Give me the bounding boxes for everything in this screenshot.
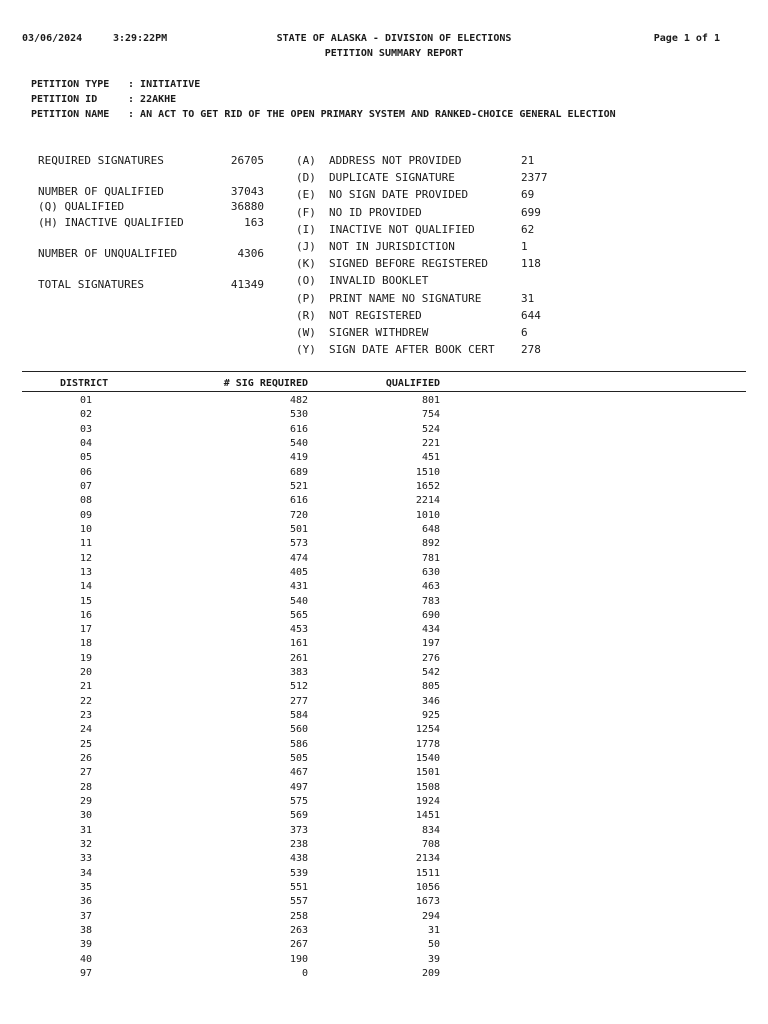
cell-qualified: 783 [421,595,440,607]
petition-name-sep: : AN ACT TO GET RID OF THE OPEN PRIMARY SYSTEM AND RANKED-CHOICE GENERAL ELECTION [128,109,616,120]
cell-qualified: 1673 [415,896,440,908]
code-value: 31 [521,292,535,305]
cell-qualified: 1778 [415,738,440,750]
cell-qualified: 346 [421,695,440,707]
cell-sig-required: 565 [289,609,308,621]
cell-sig-required: 438 [289,853,308,865]
cell-district: 02 [80,409,93,421]
cell-district: 35 [80,881,93,893]
cell-qualified: 209 [421,967,440,979]
cell-district: 32 [80,838,93,850]
cell-sig-required: 575 [289,796,308,807]
petition-id-sep: : 22AKHE [128,94,177,105]
cell-sig-required: 373 [289,824,308,836]
code-letter: (W) [296,326,316,339]
cell-district: 29 [80,796,93,807]
cell-qualified: 630 [421,566,440,578]
summary-label: NUMBER OF QUALIFIED [38,185,164,198]
page-number: Page 1 of 1 [653,33,720,44]
cell-district: 37 [80,910,93,922]
cell-qualified: 648 [421,523,440,535]
cell-qualified: 805 [421,681,440,693]
summary-value: 37043 [230,185,264,198]
code-value: 1 [521,240,528,253]
cell-sig-required: 616 [289,423,308,435]
cell-district: 26 [80,753,93,764]
cell-qualified: 1511 [415,867,440,879]
cell-qualified: 50 [427,939,440,951]
petition-name-label: PETITION NAME [31,109,110,120]
petition-id-label: PETITION ID [31,94,98,105]
cell-district: 20 [80,667,93,679]
code-letter: (I) [296,223,316,236]
cell-sig-required: 0 [301,967,308,979]
petition-name-value: AN ACT TO GET RID OF THE OPEN PRIMARY SYSTEM AND RANKED-CHOICE GENERAL ELECTION [140,109,616,120]
cell-district: 23 [80,710,93,721]
code-letter: (O) [296,274,316,287]
cell-sig-required: 419 [289,452,308,464]
table-header-rule [22,391,746,392]
cell-sig-required: 474 [289,552,308,564]
summary-label: NUMBER OF UNQUALIFIED [38,247,178,260]
cell-qualified: 31 [427,924,440,936]
cell-sig-required: 560 [289,724,308,736]
code-value: 118 [521,257,541,270]
cell-sig-required: 521 [289,480,308,492]
cell-sig-required: 453 [289,624,308,636]
cell-sig-required: 482 [289,395,308,406]
cell-sig-required: 263 [289,924,308,936]
cell-qualified: 221 [421,438,440,449]
cell-sig-required: 431 [289,581,308,593]
code-label: NOT IN JURISDICTION [329,240,455,253]
code-letter: (E) [296,188,316,201]
petition-id-value: 22AKHE [140,94,177,105]
code-label: NOT REGISTERED [329,309,422,322]
cell-qualified: 463 [421,581,440,593]
cell-sig-required: 161 [289,638,308,650]
cell-district: 10 [80,523,93,535]
cell-qualified: 434 [421,624,440,636]
code-letter: (P) [296,292,316,305]
code-value: 278 [521,343,541,356]
cell-qualified: 754 [421,409,440,421]
cell-qualified: 1924 [415,796,440,807]
cell-sig-required: 267 [289,939,308,951]
cell-district: 34 [80,867,93,879]
cell-district: 11 [80,538,93,550]
cell-district: 30 [80,810,93,822]
code-label: NO SIGN DATE PROVIDED [329,188,469,201]
cell-qualified: 2214 [415,495,440,507]
code-label: PRINT NAME NO SIGNATURE [329,292,482,305]
cell-sig-required: 720 [289,509,308,521]
cell-district: 06 [80,466,93,478]
cell-district: 09 [80,509,93,521]
petition-type-sep: : INITIATIVE [128,79,201,90]
summary-value: 36880 [230,200,264,213]
cell-sig-required: 584 [289,710,308,721]
code-label: NO ID PROVIDED [329,206,422,219]
code-value: 6 [521,326,528,339]
cell-qualified: 708 [421,838,440,850]
petition-type-label: PETITION TYPE [31,79,110,90]
cell-sig-required: 405 [289,566,308,578]
cell-qualified: 1652 [415,480,440,492]
cell-qualified: 1010 [415,509,440,521]
code-letter: (A) [296,154,316,167]
code-value: 69 [521,188,535,201]
cell-qualified: 39 [427,953,440,965]
cell-district: 16 [80,609,93,621]
cell-district: 15 [80,595,93,607]
report-date: 03/06/2024 [22,33,83,44]
code-letter: (J) [296,240,316,253]
cell-sig-required: 530 [289,409,308,421]
cell-qualified: 524 [421,423,440,435]
code-letter: (F) [296,206,316,219]
cell-district: 19 [80,652,93,664]
code-label: SIGNED BEFORE REGISTERED [329,257,488,270]
cell-district: 36 [80,896,93,908]
cell-district: 04 [80,438,93,449]
code-value: 644 [521,309,541,322]
cell-sig-required: 501 [289,523,308,535]
code-letter: (Y) [296,343,316,356]
cell-district: 12 [80,552,93,564]
cell-sig-required: 190 [289,953,308,965]
cell-qualified: 542 [421,667,440,679]
cell-sig-required: 505 [289,753,308,764]
code-letter: (R) [296,309,316,322]
cell-qualified: 1254 [415,724,440,736]
code-label: SIGN DATE AFTER BOOK CERT [329,343,495,356]
cell-qualified: 1540 [415,753,440,764]
report-subtitle: PETITION SUMMARY REPORT [324,48,464,59]
code-value: 699 [521,206,541,219]
summary-label: (Q) QUALIFIED [38,200,125,213]
cell-sig-required: 540 [289,595,308,607]
cell-sig-required: 573 [289,538,308,550]
cell-sig-required: 540 [289,438,308,449]
cell-qualified: 276 [421,652,440,664]
cell-sig-required: 557 [289,896,308,908]
cell-district: 39 [80,939,93,951]
cell-district: 27 [80,767,93,779]
cell-sig-required: 512 [289,681,308,693]
cell-district: 17 [80,624,93,636]
cell-sig-required: 277 [289,695,308,707]
cell-district: 03 [80,423,93,435]
cell-qualified: 892 [421,538,440,550]
summary-label: REQUIRED SIGNATURES [38,154,164,167]
cell-qualified: 197 [421,638,440,650]
petition-type-value: INITIATIVE [140,79,201,90]
cell-sig-required: 383 [289,667,308,679]
cell-district: 01 [80,395,93,406]
cell-district: 18 [80,638,93,650]
cell-district: 40 [80,953,93,965]
cell-district: 31 [80,824,93,836]
cell-sig-required: 689 [289,466,308,478]
cell-qualified: 690 [421,609,440,621]
cell-sig-required: 569 [289,810,308,822]
cell-sig-required: 261 [289,652,308,664]
cell-district: 13 [80,566,93,578]
cell-district: 07 [80,480,93,492]
col-header-sig-required: # SIG REQUIRED [223,378,308,389]
cell-district: 24 [80,724,93,736]
cell-district: 05 [80,452,93,464]
cell-qualified: 294 [421,910,440,922]
cell-sig-required: 539 [289,867,308,879]
cell-sig-required: 497 [289,781,308,793]
code-value: 2377 [521,171,548,184]
cell-sig-required: 551 [289,881,308,893]
code-letter: (K) [296,257,316,270]
summary-value: 26705 [230,154,264,167]
code-letter: (D) [296,171,316,184]
cell-qualified: 1451 [415,810,440,822]
report-title: STATE OF ALASKA - DIVISION OF ELECTIONS [276,33,512,44]
cell-district: 97 [80,967,93,979]
cell-district: 08 [80,495,93,507]
code-value: 21 [521,154,535,167]
summary-label: TOTAL SIGNATURES [38,278,144,291]
cell-district: 21 [80,681,93,693]
cell-district: 25 [80,738,93,750]
code-label: SIGNER WITHDREW [329,326,429,339]
cell-qualified: 2134 [415,853,440,865]
cell-sig-required: 616 [289,495,308,507]
cell-district: 28 [80,781,93,793]
cell-qualified: 1056 [415,881,440,893]
cell-qualified: 801 [421,395,440,406]
cell-sig-required: 238 [289,838,308,850]
summary-label: (H) INACTIVE QUALIFIED [38,216,184,229]
cell-district: 33 [80,853,93,865]
col-header-district: DISTRICT [60,378,109,389]
cell-district: 22 [80,695,93,707]
col-header-qualified: QUALIFIED [385,378,440,389]
cell-district: 38 [80,924,93,936]
cell-district: 14 [80,581,93,593]
cell-sig-required: 467 [289,767,308,779]
cell-qualified: 1510 [415,466,440,478]
code-label: ADDRESS NOT PROVIDED [329,154,462,167]
cell-qualified: 925 [421,710,440,721]
cell-sig-required: 586 [289,738,308,750]
summary-value: 163 [244,216,264,229]
cell-qualified: 781 [421,552,440,564]
cell-qualified: 451 [421,452,440,464]
code-label: INACTIVE NOT QUALIFIED [329,223,475,236]
cell-sig-required: 258 [289,910,308,922]
cell-qualified: 1501 [415,767,440,779]
summary-value: 4306 [237,247,264,260]
code-label: DUPLICATE SIGNATURE [329,171,455,184]
summary-value: 41349 [230,278,264,291]
code-value: 62 [521,223,535,236]
code-label: INVALID BOOKLET [329,274,429,287]
cell-qualified: 1508 [415,781,440,793]
report-time: 3:29:22PM [113,33,168,44]
table-top-rule [22,371,746,372]
cell-qualified: 834 [421,824,440,836]
